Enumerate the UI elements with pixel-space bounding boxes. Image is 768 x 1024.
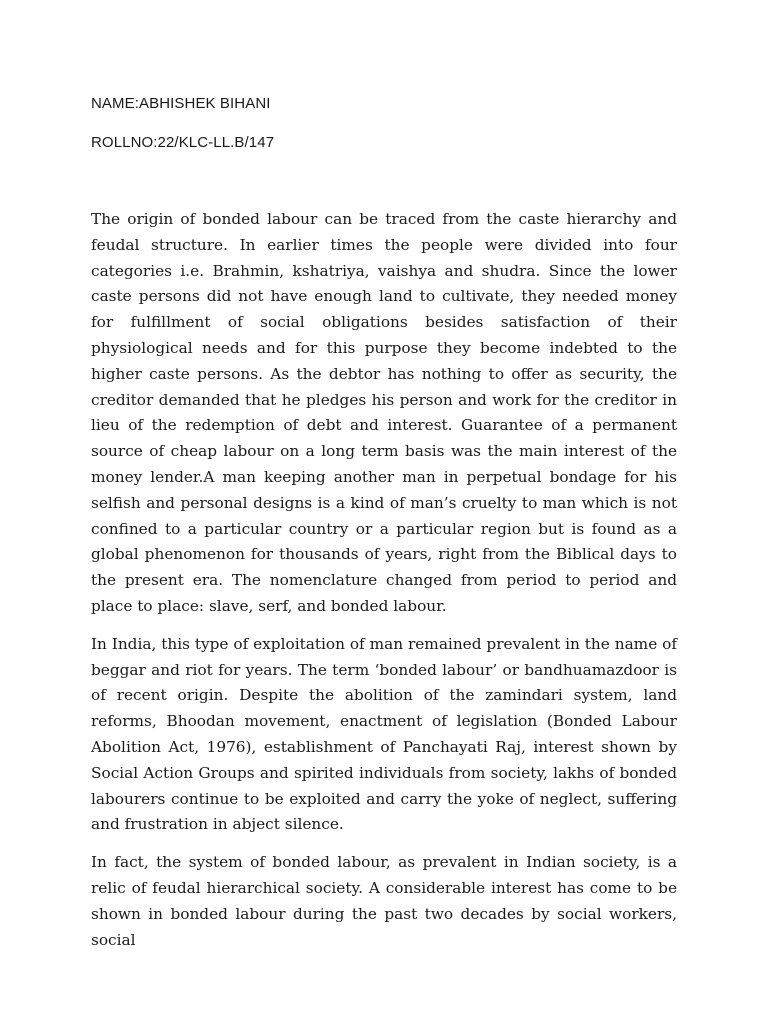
paragraph-origin: The origin of bonded labour can be traced from the caste hierarchy and feudal structure. In earlier times the people were divided into four categories i.e. Brahmin, kshatriya, vaishya and shudra. Since the lower caste persons did not have enough land to cultivate, they needed money for fulfillment of social obligations besides satisfaction of their physiological needs and for this purpose they become indebted to the higher caste persons. As the debtor has nothing to offer as security, the creditor demanded that he pledges his person and work for the creditor in lieu of the redemption of debt and interest. Guarantee of a permanent source of cheap labour on a long term basis was the main interest of the money lender.A man keeping another man in perpetual bondage for his selfish and personal designs is a kind of man’s cruelty to man which is not confined to a particular country or a particular region but is found as a global phenomenon for thousands of years, right from the Biblical days to the present era. The nomenclature changed from period to period and place to place: slave, serf, and bonded labour. <box>91 210 677 615</box>
document-body <box>91 207 677 965</box>
student-name: NAME:ABHISHEK BIHANI <box>91 95 271 112</box>
paragraph-india: In India, this type of exploitation of man remained prevalent in the name of beggar and riot for years. The term ‘bonded labour’ or bandhuamazdoor is of recent origin. Despite the abolition of the zamindari system, land reforms, Bhoodan movement, enactment of legislation (Bonded Labour Abolition Act, 1976), establishment of Panchayati Raj, interest shown by Social Action Groups and spirited individuals from society, lakhs of bonded labourers continue to be exploited and carry the yoke of neglect, suffering and frustration in abject silence. <box>91 634 677 834</box>
paragraph-feudal-relic: In fact, the system of bonded labour, as prevalent in Indian society, is a relic of feudal hierarchical society. A considerable interest has come to be shown in bonded labour during the past two decades by social workers, social <box>91 853 677 949</box>
roll-number: ROLLNO:22/KLC-LL.B/147 <box>91 134 275 151</box>
